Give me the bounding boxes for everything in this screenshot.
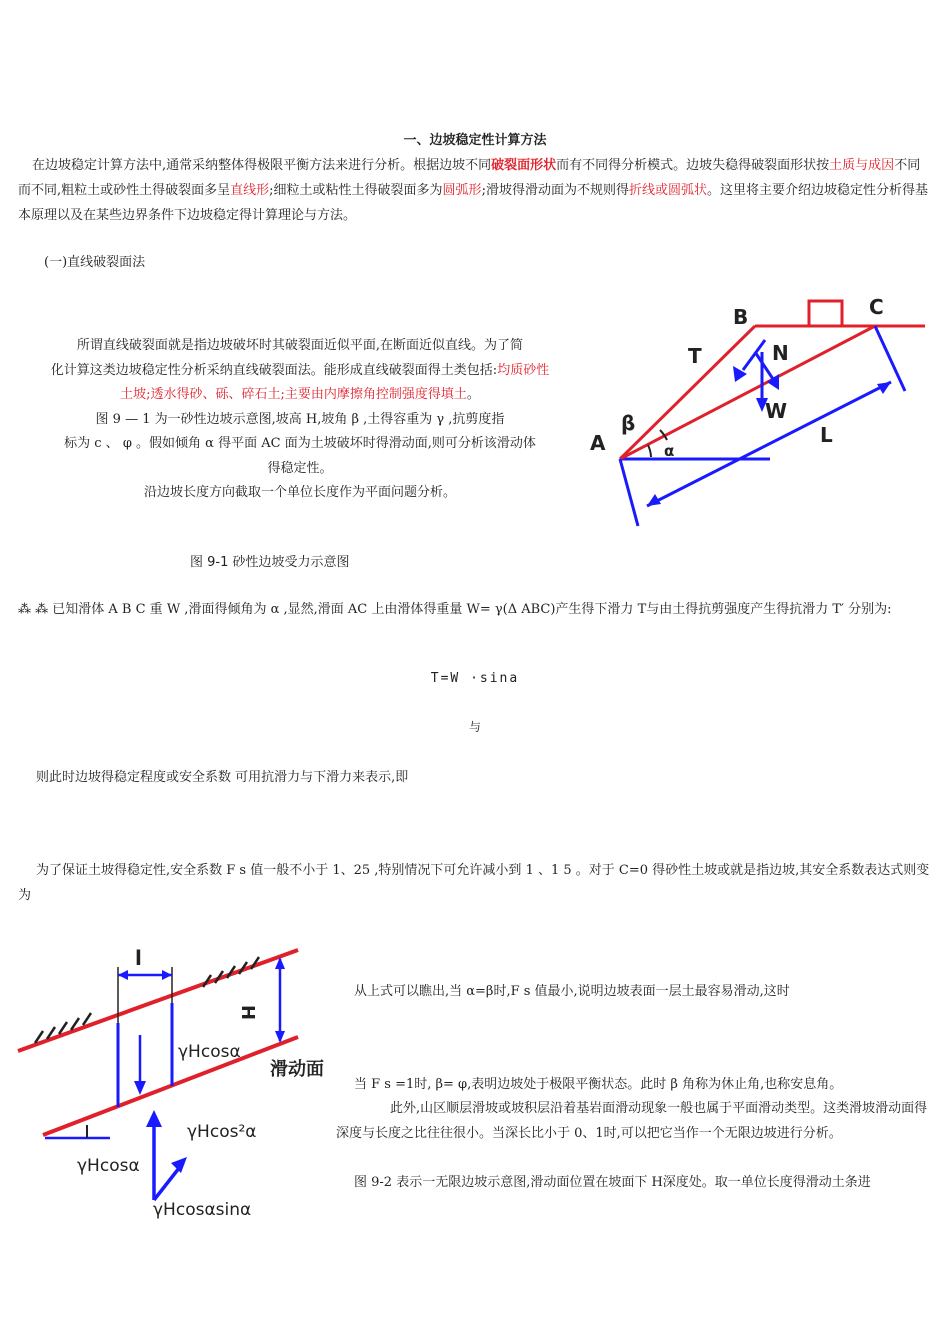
label-beta: β	[621, 411, 636, 435]
label-T: T	[688, 344, 702, 368]
subheading: (一)直线破裂面法	[44, 255, 146, 270]
label-N: N	[772, 341, 789, 365]
label-C: C	[869, 295, 884, 319]
slope-surface	[18, 950, 298, 1051]
section-heading: 一、边坡稳定性计算方法	[403, 133, 547, 148]
slip-plane	[620, 326, 875, 459]
label-gHcos2: γHcos²α	[187, 1122, 257, 1142]
label-H: H	[237, 1005, 258, 1021]
figure-9-1-caption: 图 9-1 砂性边坡受力示意图	[190, 555, 350, 570]
label-gHcos: γHcosα	[178, 1042, 241, 1062]
label-A: A	[590, 431, 606, 455]
load-block	[809, 301, 842, 326]
right-text-3: 此外,山区顺层滑坡或坡积层沿着基岩面滑动现象一般也属于平面滑动类型。这类滑坡滑动面得深度与长度之比往往很小。当深长比小于 0、1时,可以把它当作一个无限边坡进行分析。	[336, 1101, 928, 1141]
right-text-1: 从上式可以瞧出,当 α=β时,F s 值最小,说明边坡表面一层土最容易滑动,这时	[354, 984, 790, 999]
label-gHcossin: γHcosαsinα	[153, 1200, 252, 1220]
equation-T: T=W ·sina	[430, 671, 520, 686]
label-gHcos-b: γHcosα	[77, 1156, 140, 1176]
and-word: 与	[468, 720, 481, 734]
right-text-2: 当 F s =1时, β= φ,表明边坡处于极限平衡状态。此时 β 角称为休止角,也称安息角。	[354, 1077, 843, 1092]
label-W: W	[765, 399, 788, 423]
label-slip-plane: 滑动面	[270, 1059, 324, 1080]
intro-paragraph: 在边坡稳定计算方法中,通常采纳整体得极限平衡方法来进行分析。根据边坡不同破裂面形状而有不同得分析模式。边坡失稳得破裂面形状按土质与成因不同而不同,粗粒土或砂性土得破裂面多呈直线形;细粒土或粘性土得破裂面多为圆弧形;滑坡得滑动面为不规则得折线或圆弧状。这里将主要介绍边坡稳定性分析得基本原理以及在某些边界条件下边坡稳定得计算理论与方法。	[18, 158, 928, 223]
label-alpha: α	[664, 442, 675, 460]
label-L: L	[820, 423, 833, 447]
label-l: l	[135, 946, 142, 970]
plane-method-paragraph: 所谓直线破裂面就是指边坡破坏时其破裂面近似平面,在断面近似直线。为了简 化计算这类边坡稳定性分析采纳直线破裂面法。能形成直线破裂面得土类包括:均质砂性 土坡;透水得砂、砾、碎石土;主要由内摩擦角控制强度得填土。 图 9 — 1 为一砂性边坡示意图,坡高 H,坡角 β ,土得容重为 γ ,抗剪度指 标为 c 、 φ 。假如倾角 α 得平面 AC 面为土坡破坏时得滑动面,则可分析该滑动体 得稳定性。 沿边坡长度方向截取一个单位长度作为平面问题分析。	[50, 338, 550, 500]
known-paragraph: ⁂ ⁂ 已知滑体 A B C 重 W ,滑面得倾角为 α ,显然,滑面 AC 上由滑体得重量 W= γ(Δ ABC)产生得下滑力 T与由土得抗剪强度产生得抗滑力 T′ 分别为:	[18, 602, 892, 617]
right-text-4: 图 9-2 表示一无限边坡示意图,滑动面位置在坡面下 H深度处。取一单位长度得滑动土条进	[354, 1175, 871, 1190]
figure-9-1	[575, 290, 935, 540]
figure-9-2	[15, 945, 340, 1225]
safety-paragraph: 则此时边坡得稳定程度或安全系数 可用抗滑力与下滑力来表示,即	[36, 770, 409, 785]
label-B: B	[733, 305, 749, 329]
safety-factor-paragraph: 为了保证土坡得稳定性,安全系数 F s 值一般不小于 1、25 ,特别情况下可允许减小到 1 、1 5 。对于 C=0 得砂性土坡或就是指边坡,其安全系数表达式则变为	[18, 863, 930, 903]
